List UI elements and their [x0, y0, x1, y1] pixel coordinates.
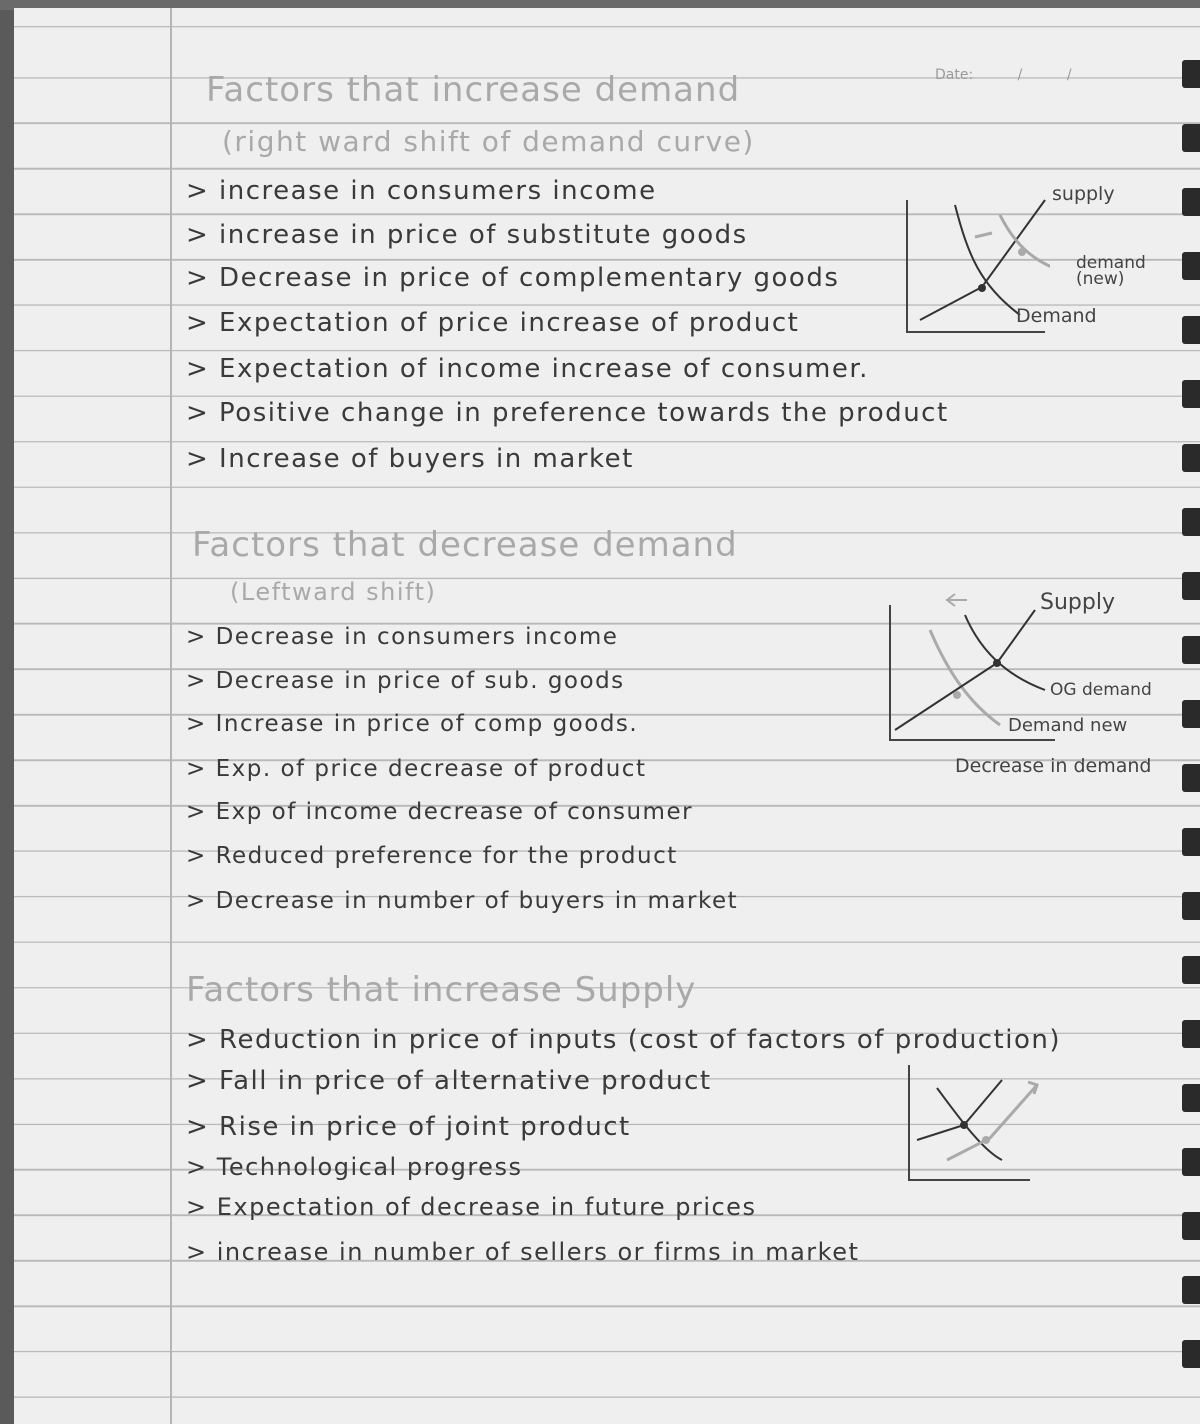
margin-line: [170, 8, 172, 1424]
date-slash: /: [1066, 67, 1072, 83]
list-item: > Increase in price of comp goods.: [186, 711, 639, 737]
list-item: > Exp of income decrease of consumer: [186, 799, 694, 825]
date-slash: /: [1017, 67, 1023, 83]
list-item: > Decrease in number of buyers in market: [186, 888, 739, 914]
binding-tab: [1182, 700, 1200, 728]
graph-caption: Decrease in demand: [955, 755, 1152, 777]
section-heading: Factors that decrease demand: [192, 525, 738, 565]
section-subheading: (Leftward shift): [230, 578, 437, 606]
list-item: > Reduction in price of inputs (cost of factors of production): [186, 1025, 1061, 1055]
binding-tab: [1182, 892, 1200, 920]
list-item: > Decrease in consumers income: [186, 624, 619, 650]
binding-tab: [1182, 828, 1200, 856]
graph-label-demand-new: demand (new): [1076, 253, 1146, 289]
date-label: Date:: [935, 67, 974, 83]
graph-label-og-demand: OG demand: [1050, 680, 1152, 700]
list-item: > Decrease in price of complementary goods: [186, 263, 840, 293]
binding-tab: [1182, 956, 1200, 984]
binding-tab: [1182, 252, 1200, 280]
binding-tab: [1182, 1148, 1200, 1176]
list-item: > Expectation of income increase of consumer.: [186, 354, 869, 384]
section-heading: Factors that increase Supply: [186, 970, 697, 1010]
binding-tab: [1182, 764, 1200, 792]
list-item: > Expectation of price increase of product: [186, 308, 800, 338]
list-item: > Increase of buyers in market: [186, 444, 634, 474]
binding-tab: [1182, 1020, 1200, 1048]
list-item: > Fall in price of alternative product: [186, 1066, 712, 1096]
list-item: > Reduced preference for the product: [186, 843, 678, 869]
list-item: > increase in price of substitute goods: [186, 220, 748, 250]
binding-tab: [1182, 508, 1200, 536]
binding-tab: [1182, 124, 1200, 152]
binding-tab: [1182, 1212, 1200, 1240]
section-heading: Factors that increase demand: [206, 70, 741, 110]
list-item: > Decrease in price of sub. goods: [186, 668, 625, 694]
graph-label-demand: Demand: [1016, 305, 1097, 327]
graph-label-demand-new: Demand new: [1008, 715, 1128, 736]
list-item: > increase in number of sellers or firms in market: [186, 1238, 860, 1266]
list-item: > Exp. of price decrease of product: [186, 756, 647, 782]
binding-tab: [1182, 444, 1200, 472]
date-field: [935, 67, 1072, 83]
binding-tab: [1182, 1084, 1200, 1112]
list-item: > Rise in price of joint product: [186, 1112, 631, 1142]
list-item: > increase in consumers income: [186, 176, 657, 206]
list-item: > Positive change in preference towards the product: [186, 398, 949, 428]
list-item: > Expectation of decrease in future prices: [186, 1193, 757, 1221]
binding-tab: [1182, 572, 1200, 600]
graph-label-supply: supply: [1052, 183, 1115, 205]
binding-tab: [1182, 380, 1200, 408]
supply-increase-graph: [902, 1060, 1052, 1185]
section-subheading: (right ward shift of demand curve): [222, 125, 755, 158]
binding-tab: [1182, 60, 1200, 88]
binding-tab: [1182, 1340, 1200, 1368]
list-item: > Technological progress: [186, 1153, 523, 1181]
graph-label-supply: Supply: [1040, 590, 1115, 615]
binding-tab: [1182, 1276, 1200, 1304]
binding-tab: [1182, 316, 1200, 344]
binding-tab: [1182, 188, 1200, 216]
binding-tab: [1182, 636, 1200, 664]
